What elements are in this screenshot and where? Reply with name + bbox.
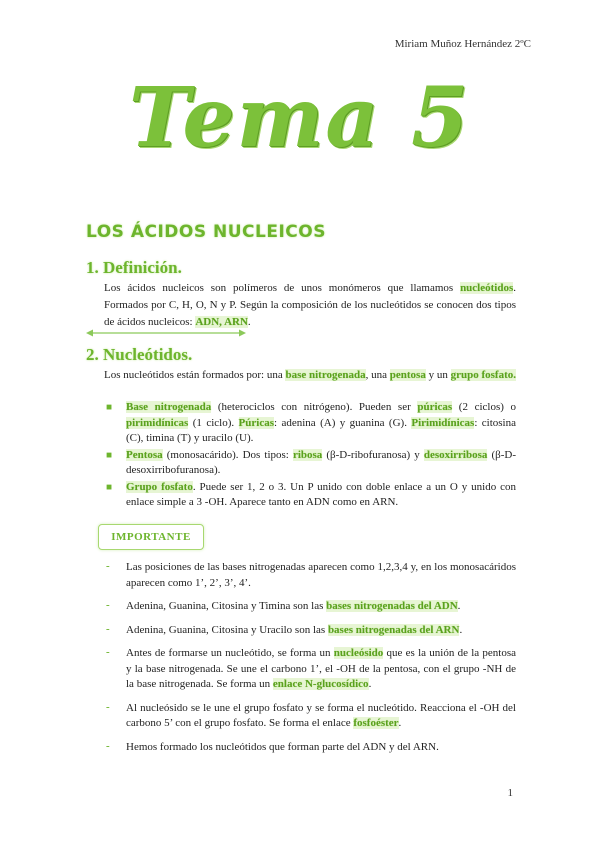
highlight: bases nitrogenadas del ADN xyxy=(326,600,458,612)
highlight: Grupo fosfato xyxy=(126,480,193,493)
highlight: ribosa xyxy=(292,448,323,461)
dash-icon: - xyxy=(106,700,110,713)
highlight: grupo fosfato. xyxy=(450,369,516,381)
important-label: IMPORTANTE xyxy=(98,524,204,550)
bullet-icon: ■ xyxy=(106,449,113,461)
highlight: bases nitrogenadas del ARN xyxy=(327,623,460,636)
definition-heading: 1. Definición. xyxy=(86,258,182,277)
list-item: ■ Base nitrogenada (heterociclos con nitrógeno). Pueden ser púricas (2 ciclos) o pirimidínicas (1 ciclo). Púricas: adenina (A) y guanina (G). Pirimidínicas: citosina (C), timina (T) y uracilo (U). xyxy=(106,401,517,444)
list-item: - Antes de formarse un nucleótido, se forma un nucleósido que es la unión de la pentosa y la base nitrogenada. Se une el carbono 1’, el -OH de la pentosa, con el grupo -NH de la base nitrogenada. Se forma un enlace N-glucosídico. xyxy=(106,646,517,690)
dash-icon: - xyxy=(106,622,110,635)
list-item: - Adenina, Guanina, Citosina y Uracilo son las bases nitrogenadas del ARN. xyxy=(106,622,463,636)
highlight: Púricas xyxy=(238,416,274,429)
dash-icon: - xyxy=(106,739,110,752)
tema-title: Tema 5 xyxy=(128,70,471,166)
list-item: - Las posiciones de las bases nitrogenadas aparecen como 1,2,3,4 y, en los monosacáridos aparecen como 1’, 2’, 3’, 4’. xyxy=(106,560,516,589)
highlight: Base nitrogenada xyxy=(126,401,212,413)
list-item: - Al nucleósido se le une el grupo fosfato y se forma el nucleótido. Reacciona el -OH del carbono 5’ con el grupo fosfato. Se forma el enlace fosfoéster. xyxy=(106,700,516,729)
list-item: - Adenina, Guanina, Citosina y Timina son las bases nitrogenadas del ADN. xyxy=(106,599,461,612)
highlight: Pirimidínicas xyxy=(411,416,475,429)
nucleotide-components-list xyxy=(104,400,516,512)
list-item: ■ Pentosa (monosacárido). Dos tipos: ribosa (β-D-ribofuranosa) y desoxirribosa (β-D-desoxirribofuranosa). xyxy=(106,448,517,476)
author-header: Miriam Muñoz Hernández 2ºC xyxy=(394,38,531,50)
highlight: Pentosa xyxy=(126,448,163,461)
highlight: pirimidínicas xyxy=(126,416,189,429)
highlight: desoxirribosa xyxy=(423,448,488,461)
highlight: nucleósido xyxy=(333,647,384,659)
highlight: nucleótidos xyxy=(460,282,514,294)
highlight: base nitrogenada xyxy=(285,369,366,381)
highlight: ADN, ARN xyxy=(195,316,248,328)
highlight: pentosa xyxy=(389,369,426,381)
list-item: ■ Grupo fosfato. Puede ser 1, 2 o 3. Un P unido con doble enlace a un O y unido con enlace simple a 3 -OH. Aparece tanto en ADN como en ARN. xyxy=(106,480,516,508)
dash-icon: - xyxy=(106,560,110,572)
double-arrow-divider xyxy=(86,328,246,338)
nucleotides-intro: Los nucleótidos están formados por: una base nitrogenada, una pentosa y un grupo fosfato. xyxy=(104,369,516,381)
list-item: - Hemos formado los nucleótidos que forman parte del ADN y del ARN. xyxy=(106,739,439,753)
section-title: LOS ÁCIDOS NUCLEICOS xyxy=(86,222,326,242)
bullet-icon: ■ xyxy=(106,402,113,413)
highlight: fosfoéster xyxy=(353,717,399,729)
highlight: púricas xyxy=(417,401,453,413)
dash-icon: - xyxy=(106,646,110,658)
highlight: enlace N-glucosídico xyxy=(272,678,369,690)
important-notes-list xyxy=(104,560,516,763)
definition-paragraph: Los ácidos nucleicos son polímeros de unos monómeros que llamamos nucleótidos. Formados por C, H, O, N y P. Según la composición de los nucleótidos se conocen dos tipos de ácidos nucleicos: ADN, ARN. xyxy=(104,282,516,328)
dash-icon: - xyxy=(106,599,110,611)
nucleotides-heading: 2. Nucleótidos. xyxy=(86,345,193,364)
page-number: 1 xyxy=(507,787,513,799)
bullet-icon: ■ xyxy=(106,481,113,493)
